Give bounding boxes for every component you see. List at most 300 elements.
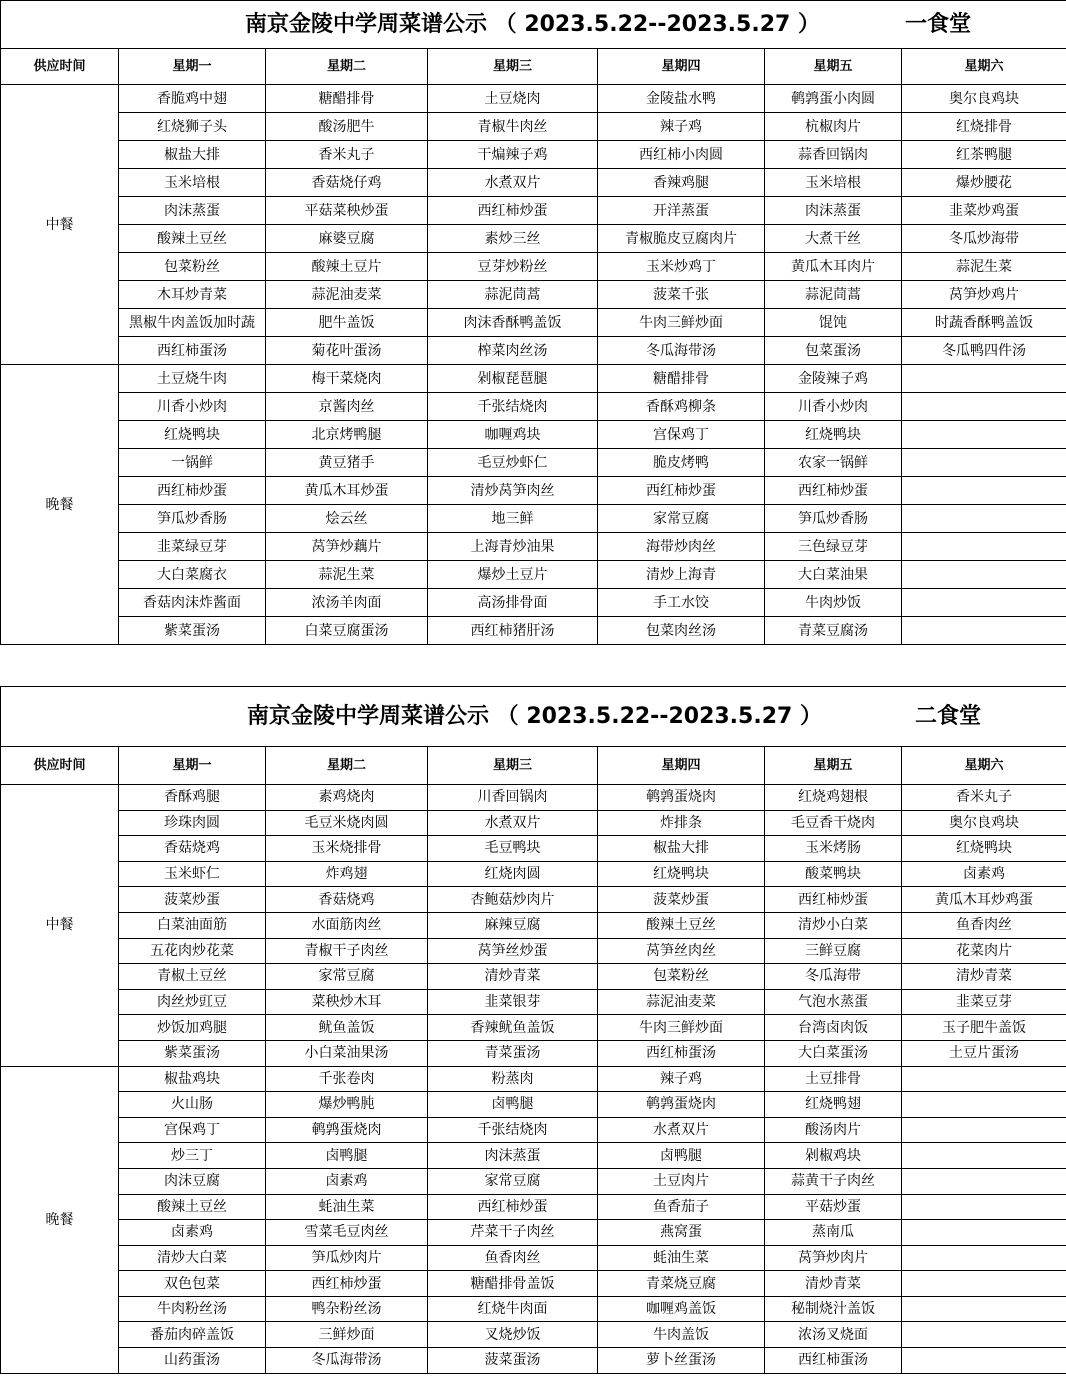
dish-cell: 肉沫蒸蛋 [765,197,902,225]
dish-cell: 清炒青菜 [902,964,1066,990]
dish-cell: 炒饭加鸡腿 [119,1015,266,1041]
dish-cell: 千张结烧肉 [428,1117,598,1143]
dish-cell [902,1220,1066,1246]
dish-cell: 蚝油生菜 [266,1194,428,1220]
header-day-3: 星期三 [428,747,598,785]
dish-cell: 萝卜丝蛋汤 [598,1348,765,1374]
table-row [1,1066,1066,1092]
table-row [1,169,1066,197]
dish-cell: 土豆排骨 [765,1066,902,1092]
dish-cell: 酸辣土豆丝 [598,912,765,938]
table-row [1,225,1066,253]
dish-cell: 大煮干丝 [765,225,902,253]
page-title: 南京金陵中学周菜谱公示 （ 2023.5.22--2023.5.27 ） [245,11,820,37]
menu-sheet-canteen-1 [0,0,1066,645]
dish-cell: 梅干菜烧肉 [266,365,428,393]
dish-cell: 北京烤鸭腿 [266,421,428,449]
dish-cell: 山药蛋汤 [119,1348,266,1374]
dish-cell: 玉米虾仁 [119,861,266,887]
dish-cell: 肉沫蒸蛋 [119,197,266,225]
table-row [1,1296,1066,1322]
table-row [1,1117,1066,1143]
dish-cell: 川香回锅肉 [428,785,598,811]
dish-cell: 卤素鸡 [266,1168,428,1194]
dish-cell: 清炒小白菜 [765,912,902,938]
header-day-5: 星期五 [765,747,902,785]
dish-cell: 玉米培根 [765,169,902,197]
dish-cell: 牛肉三鲜炒面 [598,309,765,337]
table-row [1,141,1066,169]
dish-cell [902,505,1066,533]
header-day-6: 星期六 [902,49,1066,85]
canteen-name: 二食堂 [915,703,982,729]
dish-cell: 香菇肉沫炸酱面 [119,589,266,617]
dish-cell: 台湾卤肉饭 [765,1015,902,1041]
header-day-3: 星期三 [428,49,598,85]
table-row [1,561,1066,589]
dish-cell [902,561,1066,589]
dish-cell: 紫菜蛋汤 [119,1040,266,1066]
dish-cell: 西红柿炒蛋 [266,1271,428,1297]
dish-cell: 手工水饺 [598,589,765,617]
dish-cell [902,1271,1066,1297]
dish-cell [902,421,1066,449]
table-row [1,1245,1066,1271]
dish-cell: 红茶鸭腿 [902,141,1066,169]
dish-cell: 西红柿小肉圆 [598,141,765,169]
dish-cell: 鹌鹑蛋烧肉 [598,785,765,811]
dish-cell [902,449,1066,477]
dish-cell [902,477,1066,505]
dish-cell: 奥尔良鸡块 [902,810,1066,836]
table-row [1,989,1066,1015]
dish-cell: 椒盐大排 [598,836,765,862]
dish-cell: 菠菜千张 [598,281,765,309]
header-supply-time: 供应时间 [1,49,119,85]
dish-cell: 高汤排骨面 [428,589,598,617]
dish-cell: 西红柿炒蛋 [765,887,902,913]
dish-cell: 花菜肉片 [902,938,1066,964]
dish-cell: 蒜泥油麦菜 [598,989,765,1015]
dish-cell: 水面筋肉丝 [266,912,428,938]
dish-cell: 榨菜肉丝汤 [428,337,598,365]
table-row [1,1092,1066,1118]
dish-cell [902,617,1066,645]
dish-cell: 水煮双片 [428,810,598,836]
dish-cell: 金陵辣子鸡 [765,365,902,393]
dish-cell: 冬瓜海带 [765,964,902,990]
table-row [1,1168,1066,1194]
dish-cell [902,1348,1066,1374]
dish-cell: 红烧牛肉面 [428,1296,598,1322]
dish-cell: 青椒干子肉丝 [266,938,428,964]
dish-cell: 川香小炒肉 [765,393,902,421]
dish-cell: 蒜泥茼蒿 [765,281,902,309]
header-day-1: 星期一 [119,49,266,85]
table-row [1,533,1066,561]
table-row [1,1040,1066,1066]
dish-cell: 蚝油生菜 [598,1245,765,1271]
header-day-4: 星期四 [598,747,765,785]
dish-cell: 毛豆鸭块 [428,836,598,862]
dish-cell: 剁椒鸡块 [765,1143,902,1169]
dish-cell: 冬瓜海带汤 [266,1348,428,1374]
dish-cell: 一锅鲜 [119,449,266,477]
dish-cell: 三鲜炒面 [266,1322,428,1348]
table-row [1,912,1066,938]
dish-cell: 笋瓜炒香肠 [119,505,266,533]
dish-cell: 川香小炒肉 [119,393,266,421]
dish-cell: 麻辣豆腐 [428,912,598,938]
dish-cell: 豆芽炒粉丝 [428,253,598,281]
dish-cell: 上海青炒油果 [428,533,598,561]
dish-cell: 清炒青菜 [765,1271,902,1297]
dish-cell [902,1117,1066,1143]
dish-cell: 黄豆猪手 [266,449,428,477]
dish-cell: 西红柿蛋汤 [598,1040,765,1066]
dish-cell: 肉丝炒豇豆 [119,989,266,1015]
dish-cell: 黄瓜木耳炒蛋 [266,477,428,505]
dish-cell: 馄饨 [765,309,902,337]
dish-cell: 平菇菜秧炒蛋 [266,197,428,225]
dish-cell: 番茄肉碎盖饭 [119,1322,266,1348]
dish-cell: 土豆烧肉 [428,85,598,113]
dish-cell: 叉烧炒饭 [428,1322,598,1348]
table-row [1,1348,1066,1374]
meal-label: 中餐 [1,785,119,1067]
dish-cell: 辣子鸡 [598,113,765,141]
dish-cell: 大白菜腐衣 [119,561,266,589]
dish-cell: 宫保鸡丁 [119,1117,266,1143]
dish-cell: 白菜豆腐蛋汤 [266,617,428,645]
dish-cell: 开洋蒸蛋 [598,197,765,225]
table-title-row [1,1,1066,49]
dish-cell: 雪菜毛豆肉丝 [266,1220,428,1246]
dish-cell: 西红柿炒蛋 [765,477,902,505]
table-row [1,393,1066,421]
dish-cell: 菠菜蛋汤 [428,1348,598,1374]
dish-cell: 时蔬香酥鸭盖饭 [902,309,1066,337]
dish-cell: 清炒大白菜 [119,1245,266,1271]
dish-cell: 鹌鹑蛋烧肉 [266,1117,428,1143]
dish-cell: 清炒青菜 [428,964,598,990]
dish-cell [902,1194,1066,1220]
dish-cell: 笋瓜炒肉片 [266,1245,428,1271]
dish-cell [902,365,1066,393]
dish-cell: 鹌鹑蛋烧肉 [598,1092,765,1118]
dish-cell: 白菜油面筋 [119,912,266,938]
table-row [1,810,1066,836]
dish-cell: 香菇烧仔鸡 [266,169,428,197]
dish-cell: 酸辣土豆丝 [119,1194,266,1220]
dish-cell: 咖喱鸡块 [428,421,598,449]
dish-cell: 菠菜炒蛋 [598,887,765,913]
header-supply-time: 供应时间 [1,747,119,785]
dish-cell: 家常豆腐 [428,1168,598,1194]
dish-cell: 杭椒肉片 [765,113,902,141]
dish-cell: 莴笋炒鸡片 [902,281,1066,309]
dish-cell: 千张结烧肉 [428,393,598,421]
dish-cell: 红烧鸭块 [765,421,902,449]
dish-cell: 地三鲜 [428,505,598,533]
table-row [1,197,1066,225]
dish-cell: 酸辣土豆丝 [119,225,266,253]
dish-cell: 鱼香肉丝 [902,912,1066,938]
dish-cell [902,1066,1066,1092]
dish-cell: 糖醋排骨 [598,365,765,393]
dish-cell: 红烧鸭翅 [765,1092,902,1118]
table-row [1,1271,1066,1297]
dish-cell: 韭菜绿豆芽 [119,533,266,561]
dish-cell: 爆炒土豆片 [428,561,598,589]
header-day-1: 星期一 [119,747,266,785]
dish-cell: 菠菜炒蛋 [119,887,266,913]
dish-cell: 干煸辣子鸡 [428,141,598,169]
dish-cell: 香菇烧鸡 [266,887,428,913]
dish-cell: 辣子鸡 [598,1066,765,1092]
dish-cell: 牛肉盖饭 [598,1322,765,1348]
table-row [1,477,1066,505]
dish-cell: 蒜泥茼蒿 [428,281,598,309]
dish-cell: 西红柿炒蛋 [428,1194,598,1220]
dish-cell: 蒜黄干子肉丝 [765,1168,902,1194]
dish-cell: 紫菜蛋汤 [119,617,266,645]
dish-cell: 火山肠 [119,1092,266,1118]
dish-cell: 卤鸭腿 [428,1092,598,1118]
dish-cell: 牛肉三鲜炒面 [598,1015,765,1041]
dish-cell: 浓汤叉烧面 [765,1322,902,1348]
dish-cell: 鸭杂粉丝汤 [266,1296,428,1322]
dish-cell: 土豆片蛋汤 [902,1040,1066,1066]
dish-cell: 包菜粉丝 [598,964,765,990]
dish-cell: 玉米烤肠 [765,836,902,862]
dish-cell: 包菜粉丝 [119,253,266,281]
dish-cell: 宫保鸡丁 [598,421,765,449]
dish-cell: 蒸南瓜 [765,1220,902,1246]
dish-cell: 农家一锅鲜 [765,449,902,477]
table-row [1,1143,1066,1169]
dish-cell: 糖醋排骨盖饭 [428,1271,598,1297]
dish-cell: 清炒上海青 [598,561,765,589]
dish-cell: 莴笋炒肉片 [765,1245,902,1271]
dish-cell: 西红柿猪肝汤 [428,617,598,645]
table-row [1,337,1066,365]
dish-cell: 香辣鸡腿 [598,169,765,197]
dish-cell: 红烧肉圆 [428,861,598,887]
dish-cell: 酸汤肉片 [765,1117,902,1143]
dish-cell: 香米丸子 [266,141,428,169]
dish-cell: 酸汤肥牛 [266,113,428,141]
dish-cell: 素鸡烧肉 [266,785,428,811]
dish-cell: 莴笋丝肉丝 [598,938,765,964]
dish-cell: 大白菜蛋汤 [765,1040,902,1066]
dish-cell: 浓汤羊肉面 [266,589,428,617]
table-row [1,785,1066,811]
dish-cell: 黑椒牛肉盖饭加时蔬 [119,309,266,337]
table-row [1,887,1066,913]
dish-cell: 水煮双片 [428,169,598,197]
dish-cell: 西红柿蛋汤 [765,1348,902,1374]
dish-cell: 肉沫豆腐 [119,1168,266,1194]
header-day-5: 星期五 [765,49,902,85]
dish-cell: 脆皮烤鸭 [598,449,765,477]
dish-cell: 笋瓜炒香肠 [765,505,902,533]
dish-cell [902,533,1066,561]
dish-cell: 香酥鸡腿 [119,785,266,811]
dish-cell: 粉蒸肉 [428,1066,598,1092]
dish-cell: 咖喱鸡盖饭 [598,1296,765,1322]
dish-cell [902,1143,1066,1169]
table-row [1,964,1066,990]
dish-cell: 家常豆腐 [598,505,765,533]
dish-cell: 金陵盐水鸭 [598,85,765,113]
dish-cell: 香酥鸡柳条 [598,393,765,421]
dish-cell: 气泡水蒸蛋 [765,989,902,1015]
meal-label: 中餐 [1,85,119,365]
menu-sheet-canteen-2 [0,686,1066,1374]
dish-cell: 木耳炒青菜 [119,281,266,309]
dish-cell: 红烧鸭块 [902,836,1066,862]
table-row [1,309,1066,337]
table-row [1,836,1066,862]
dish-cell: 青菜烧豆腐 [598,1271,765,1297]
table-row [1,281,1066,309]
dish-cell: 玉米培根 [119,169,266,197]
dish-cell: 冬瓜海带汤 [598,337,765,365]
dish-cell: 椒盐大排 [119,141,266,169]
dish-cell: 芹菜干子肉丝 [428,1220,598,1246]
dish-cell: 奥尔良鸡块 [902,85,1066,113]
dish-cell: 珍珠肉圆 [119,810,266,836]
dish-cell: 冬瓜鸭四件汤 [902,337,1066,365]
dish-cell: 玉米烧排骨 [266,836,428,862]
dish-cell [902,1322,1066,1348]
dish-cell: 水煮双片 [598,1117,765,1143]
meal-label: 晚餐 [1,1066,119,1373]
table-row [1,113,1066,141]
dish-cell: 蒜泥油麦菜 [266,281,428,309]
dish-cell: 土豆烧牛肉 [119,365,266,393]
header-day-2: 星期二 [266,49,428,85]
dish-cell: 素炒三丝 [428,225,598,253]
table-row [1,449,1066,477]
table-row [1,421,1066,449]
dish-cell [902,589,1066,617]
dish-cell: 椒盐鸡块 [119,1066,266,1092]
dish-cell: 五花肉炒花菜 [119,938,266,964]
dish-cell: 剁椒琵琶腿 [428,365,598,393]
table-row [1,589,1066,617]
dish-cell: 毛豆炒虾仁 [428,449,598,477]
dish-cell: 蒜泥生菜 [902,253,1066,281]
dish-cell: 爆炒鸭肫 [266,1092,428,1118]
table-row [1,1015,1066,1041]
dish-cell [902,1245,1066,1271]
dish-cell: 肉沫蒸蛋 [428,1143,598,1169]
dish-cell: 红烧鸡翅根 [765,785,902,811]
dish-cell: 酸辣土豆片 [266,253,428,281]
dish-cell: 莴笋炒藕片 [266,533,428,561]
dish-cell: 牛肉炒饭 [765,589,902,617]
dish-cell: 毛豆香干烧肉 [765,810,902,836]
dish-cell [902,1296,1066,1322]
dish-cell: 香米丸子 [902,785,1066,811]
dish-cell: 黄瓜木耳炒鸡蛋 [902,887,1066,913]
dish-cell: 红烧鸭块 [598,861,765,887]
dish-cell: 卤素鸡 [902,861,1066,887]
dish-cell: 包菜蛋汤 [765,337,902,365]
dish-cell: 燕窝蛋 [598,1220,765,1246]
dish-cell: 三鲜豆腐 [765,938,902,964]
dish-cell: 菜秧炒木耳 [266,989,428,1015]
page-title: 南京金陵中学周菜谱公示 （ 2023.5.22--2023.5.27 ） [247,703,822,729]
menu-table [0,686,1066,1374]
dish-cell: 炸鸡翅 [266,861,428,887]
dish-cell: 海带炒肉丝 [598,533,765,561]
dish-cell: 卤鸭腿 [598,1143,765,1169]
table-row [1,1194,1066,1220]
table-row [1,85,1066,113]
dish-cell: 爆炒腰花 [902,169,1066,197]
dish-cell: 炒三丁 [119,1143,266,1169]
dish-cell: 毛豆米烧肉圆 [266,810,428,836]
dish-cell: 香脆鸡中翅 [119,85,266,113]
dish-cell: 秘制烧汁盖饭 [765,1296,902,1322]
table-row [1,365,1066,393]
table-title-row [1,687,1066,747]
header-day-2: 星期二 [266,747,428,785]
dish-cell: 青菜蛋汤 [428,1040,598,1066]
dish-cell: 青椒脆皮豆腐肉片 [598,225,765,253]
dish-cell: 韭菜炒鸡蛋 [902,197,1066,225]
dish-cell: 鱼香茄子 [598,1194,765,1220]
canteen-name: 一食堂 [905,11,972,37]
menu-table [0,0,1066,645]
table-row [1,505,1066,533]
dish-cell: 家常豆腐 [266,964,428,990]
dish-cell: 玉子肥牛盖饭 [902,1015,1066,1041]
dish-cell: 蒜香回锅肉 [765,141,902,169]
dish-cell: 肥牛盖饭 [266,309,428,337]
dish-cell: 韭菜银芽 [428,989,598,1015]
table-row [1,1322,1066,1348]
dish-cell: 冬瓜炒海带 [902,225,1066,253]
dish-cell: 韭菜豆芽 [902,989,1066,1015]
table-row [1,253,1066,281]
dish-cell: 香辣鱿鱼盖饭 [428,1015,598,1041]
dish-cell: 卤素鸡 [119,1220,266,1246]
dish-cell: 酸菜鸭块 [765,861,902,887]
dish-cell: 青椒土豆丝 [119,964,266,990]
dish-cell: 鱼香肉丝 [428,1245,598,1271]
dish-cell: 西红柿炒蛋 [598,477,765,505]
header-day-4: 星期四 [598,49,765,85]
dish-cell: 双色包菜 [119,1271,266,1297]
dish-cell: 清炒莴笋肉丝 [428,477,598,505]
dish-cell [902,393,1066,421]
dish-cell: 肉沫香酥鸭盖饭 [428,309,598,337]
dish-cell: 平菇炒蛋 [765,1194,902,1220]
dish-cell: 西红柿炒蛋 [428,197,598,225]
dish-cell [902,1092,1066,1118]
dish-cell: 三色绿豆芽 [765,533,902,561]
dish-cell: 牛肉粉丝汤 [119,1296,266,1322]
dish-cell: 青椒牛肉丝 [428,113,598,141]
dish-cell: 蒜泥生菜 [266,561,428,589]
dish-cell: 麻婆豆腐 [266,225,428,253]
dish-cell: 小白菜油果汤 [266,1040,428,1066]
dish-cell: 菊花叶蛋汤 [266,337,428,365]
